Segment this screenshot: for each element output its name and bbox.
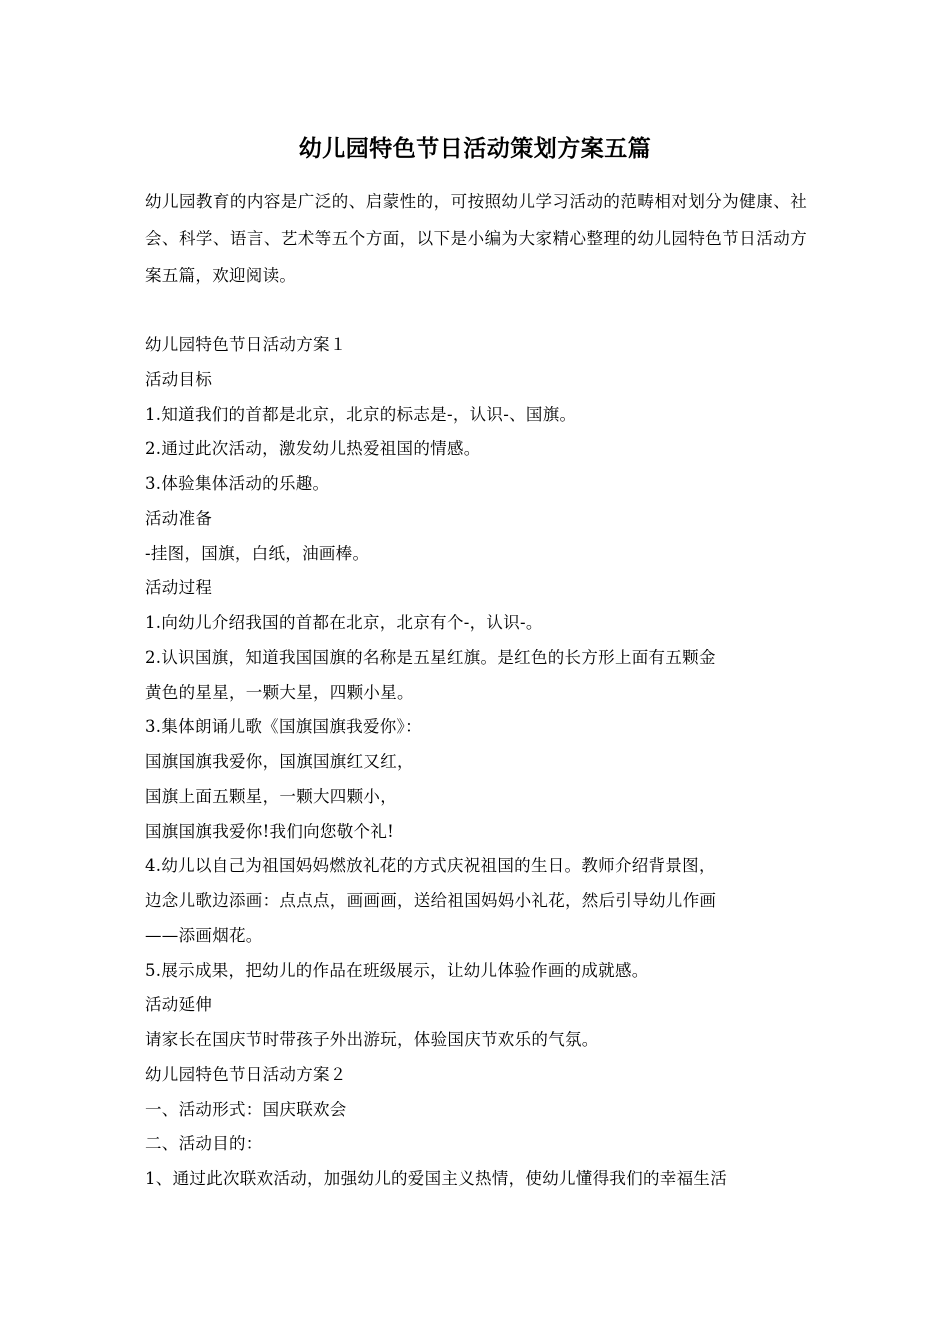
body-line: 活动目标 — [145, 369, 213, 389]
body-line: 请家长在国庆节时带孩子外出游玩，体验国庆节欢乐的气氛。 — [145, 1030, 599, 1049]
body-line: 2.认识国旗，知道我国国旗的名称是五星红旗。是红色的长方形上面有五颗金 — [145, 647, 716, 667]
body-line: 活动延伸 — [145, 995, 213, 1015]
body-line: 幼儿园特色节日活动方案１ — [145, 335, 347, 354]
body-line: -挂图，国旗，白纸，油画棒。 — [145, 543, 370, 563]
intro-paragraph: 幼儿园教育的内容是广泛的、启蒙性的，可按照幼儿学习活动的范畴相对划分为健康、社会、科学、语言、艺术等五个方面，以下是小编为大家精心整理的幼儿园特色节日活动方案五篇，欢迎阅读。 — [145, 192, 807, 285]
body-line: 国旗上面五颗星，一颗大四颗小， — [145, 786, 397, 806]
body-line: 4.幼儿以自己为祖国妈妈燃放礼花的方式庆祝祖国的生日。教师介绍背景图， — [145, 856, 716, 876]
body-line: 国旗国旗我爱你!我们向您敬个礼! — [145, 821, 395, 841]
body-line: 3.集体朗诵儿歌《国旗国旗我爱你》： — [145, 717, 422, 737]
body-line: 1.向幼儿介绍我国的首都在北京，北京有个-，认识-。 — [145, 613, 543, 632]
body-line: 2.通过此次活动，激发幼儿热爱祖国的情感。 — [145, 439, 481, 459]
body-line: 边念儿歌边添画：点点点，画画画，送给祖国妈妈小礼花，然后引导幼儿作画 — [145, 891, 717, 910]
body-line: 国旗国旗我爱你，国旗国旗红又红， — [145, 752, 414, 771]
body-line: 活动准备 — [145, 508, 213, 528]
body-line: 黄色的星星，一颗大星，四颗小星。 — [145, 682, 414, 702]
body-line: 二、活动目的： — [145, 1134, 263, 1154]
body-line: 3.体验集体活动的乐趣。 — [145, 474, 330, 493]
body-line: 1、通过此次联欢活动，加强幼儿的爱国主义热情，使幼儿懂得我们的幸福生活 — [145, 1169, 727, 1188]
document-body — [145, 328, 807, 1197]
body-line: 活动过程 — [145, 578, 213, 598]
body-line: 5.展示成果，把幼儿的作品在班级展示，让幼儿体验作画的成就感。 — [145, 960, 649, 980]
body-line: 1.知道我们的首都是北京，北京的标志是-，认识-、国旗。 — [145, 404, 577, 424]
body-line: 一、活动形式：国庆联欢会 — [145, 1099, 347, 1119]
document-title: 幼儿园特色节日活动策划方案五篇 — [298, 135, 652, 162]
body-line: 幼儿园特色节日活动方案２ — [145, 1064, 347, 1084]
body-line: ——添画烟花。 — [145, 925, 263, 945]
